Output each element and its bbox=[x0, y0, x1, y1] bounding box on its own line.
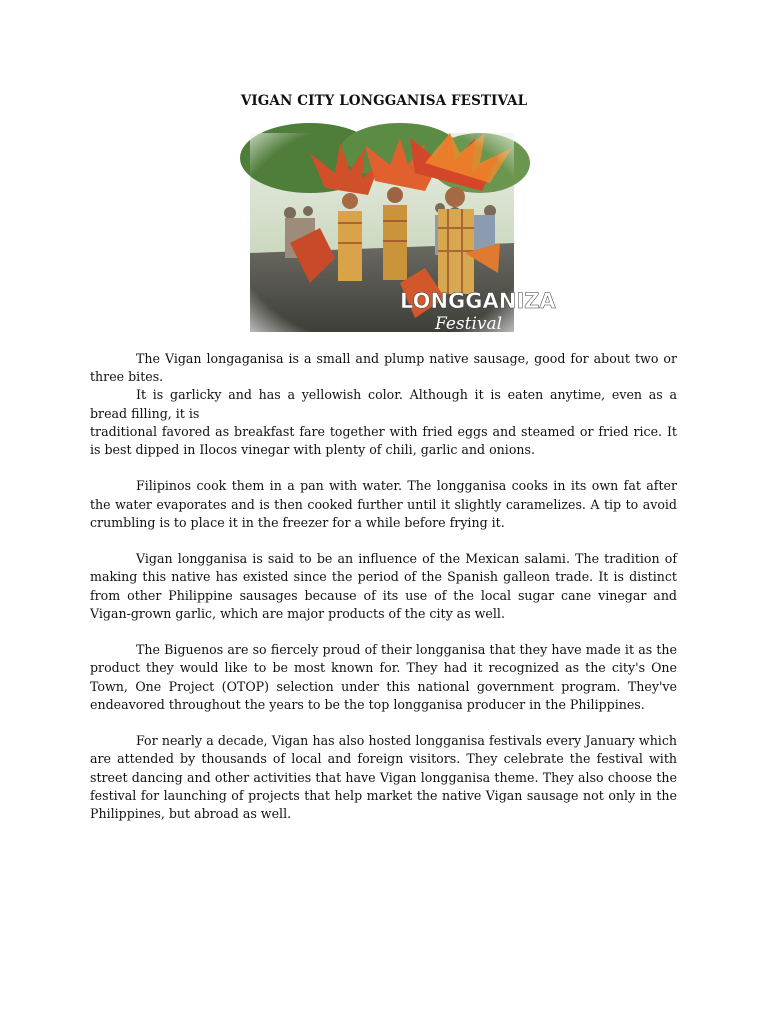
paragraph-2: It is garlicky and has a yellowish color. Although it is eaten anytime, even as a bread filling, it is bbox=[90, 387, 677, 421]
paragraph-1: The Vigan longaganisa is a small and plump native sausage, good for about two or three bites. bbox=[90, 351, 677, 385]
document-title: VIGAN CITY LONGGANISA FESTIVAL bbox=[240, 93, 528, 109]
paragraph-7: For nearly a decade, Vigan has also hosted longganisa festivals every January which are attended by thousands of local and foreign visitors. They celebrate the festival with street dancing and other activities that have Vigan longganisa theme. They also choose the festival for launching of projects that help market the native Vigan sausage not only in the Philippines, but abroad as well. bbox=[90, 733, 677, 822]
paragraph-6: The Biguenos are so fiercely proud of their longganisa that they have made it as the product they would like to be most known for. They had it recognized as the city's One Town, One Project (OTOP) selection under this national government program. They've endeavored throughout the years to be the top longganisa producer in the Philippines. bbox=[90, 642, 677, 712]
festival-photo bbox=[250, 133, 556, 334]
paragraph-3: traditional favored as breakfast fare together with fried eggs and steamed or fried rice. It is best dipped in Ilocos vinegar with plenty of chili, garlic and onions. bbox=[90, 423, 677, 458]
photo-overlay-word: LONGGANIZA bbox=[400, 289, 556, 313]
festival-photo-illustration bbox=[250, 133, 556, 334]
photo-overlay-script: Festival bbox=[435, 314, 503, 334]
document-body bbox=[90, 350, 677, 823]
paragraph-4: Filipinos cook them in a pan with water. The longganisa cooks in its own fat after the water evaporates and is then cooked further until it slightly caramelizes. A tip to avoid crumbling is to place it in the freezer for a while before frying it. bbox=[90, 478, 677, 530]
paragraph-5: Vigan longganisa is said to be an influence of the Mexican salami. The tradition of making this native has existed since the period of the Spanish galleon trade. It is distinct from other Philippine sausages because of its use of the local sugar cane vinegar and Vigan-grown garlic, which are major products of the city as well. bbox=[90, 551, 677, 621]
